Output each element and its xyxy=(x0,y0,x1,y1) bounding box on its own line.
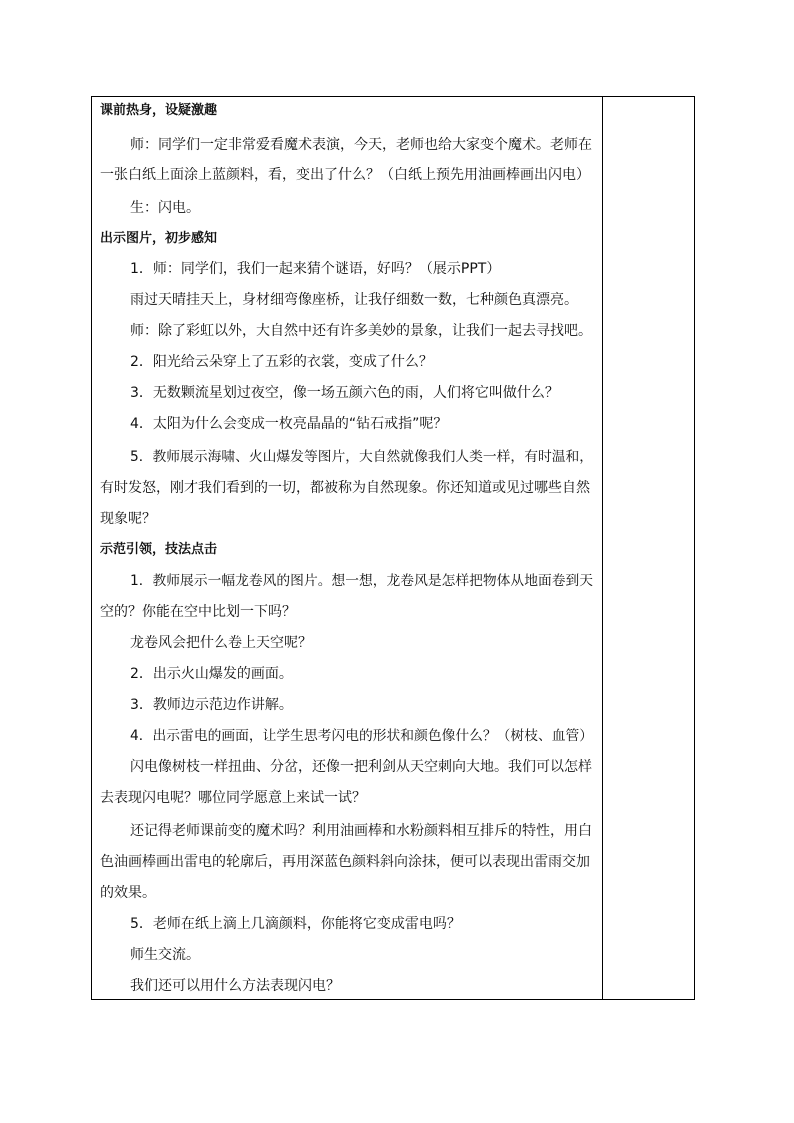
lesson-plan-table xyxy=(91,96,695,1000)
paragraph-line: 3．教师边示范边作讲解。 xyxy=(130,697,293,713)
paragraph-line: 5．老师在纸上滴上几滴颜料，你能将它变成雷电吗？ xyxy=(130,916,461,932)
paragraph-line: 我们还可以用什么方法表现闪电？ xyxy=(130,978,340,994)
paragraph-line: 现象呢？ xyxy=(100,511,156,527)
paragraph-line: 4．太阳为什么会变成一枚亮晶晶的“钻石戒指”呢？ xyxy=(130,416,448,432)
paragraph-line: 师：除了彩虹以外，大自然中还有许多美妙的景象，让我们一起去寻找吧。 xyxy=(130,323,592,339)
section-heading-demonstration: 示范引领，技法点击 xyxy=(100,542,218,557)
paragraph-line: 有时发怒，刚才我们看到的一切，都被称为自然现象。你还知道或见过哪些自然 xyxy=(100,480,590,496)
paragraph-line: 一张白纸上面涂上蓝颜料，看，变出了什么？（白纸上预先用油画棒画出闪电） xyxy=(100,167,590,183)
notes-cell xyxy=(603,97,694,999)
paragraph-line: 色油画棒画出雷电的轮廓后，再用深蓝色颜料斜向涂抹，便可以表现出雷雨交加 xyxy=(100,854,590,870)
teaching-process-cell xyxy=(92,97,603,999)
paragraph-line: 师：同学们一定非常爱看魔术表演，今天，老师也给大家变个魔术。老师在 xyxy=(130,137,592,153)
paragraph-line: 还记得老师课前变的魔术吗？利用油画棒和水粉颜料相互排斥的特性，用白 xyxy=(130,823,592,839)
paragraph-line: 1．教师展示一幅龙卷风的图片。想一想，龙卷风是怎样把物体从地面卷到天 xyxy=(130,573,594,589)
paragraph-line: 去表现闪电呢？哪位同学愿意上来试一试？ xyxy=(100,790,366,806)
paragraph-line: 空的？你能在空中比划一下吗？ xyxy=(100,604,296,620)
paragraph-line: 2．阳光给云朵穿上了五彩的衣裳，变成了什么？ xyxy=(130,354,433,370)
paragraph-line: 1．师：同学们，我们一起来猜个谜语，好吗？（展示PPT） xyxy=(130,261,501,277)
paragraph-line: 2．出示火山爆发的画面。 xyxy=(130,666,293,682)
paragraph-line: 闪电像树枝一样扭曲、分岔，还像一把利剑从天空刺向大地。我们可以怎样 xyxy=(130,759,592,775)
section-heading-warmup: 课前热身，设疑激趣 xyxy=(100,103,218,118)
paragraph-line: 3．无数颗流星划过夜空，像一场五颜六色的雨，人们将它叫做什么？ xyxy=(130,385,559,401)
paragraph-line: 师生交流。 xyxy=(130,947,200,963)
paragraph-line: 5．教师展示海啸、火山爆发等图片，大自然就像我们人类一样，有时温和， xyxy=(130,449,594,465)
paragraph-line: 4．出示雷电的画面，让学生思考闪电的形状和颜色像什么？（树枝、血管） xyxy=(130,728,594,744)
paragraph-line: 龙卷风会把什么卷上天空呢？ xyxy=(130,635,312,651)
paragraph-line: 雨过天晴挂天上，身材细弯像座桥，让我仔细数一数，七种颜色真漂亮。 xyxy=(130,292,578,308)
paragraph-line: 的效果。 xyxy=(100,885,156,901)
section-heading-pictures: 出示图片，初步感知 xyxy=(100,231,218,246)
paragraph-line: 生：闪电。 xyxy=(130,200,200,216)
